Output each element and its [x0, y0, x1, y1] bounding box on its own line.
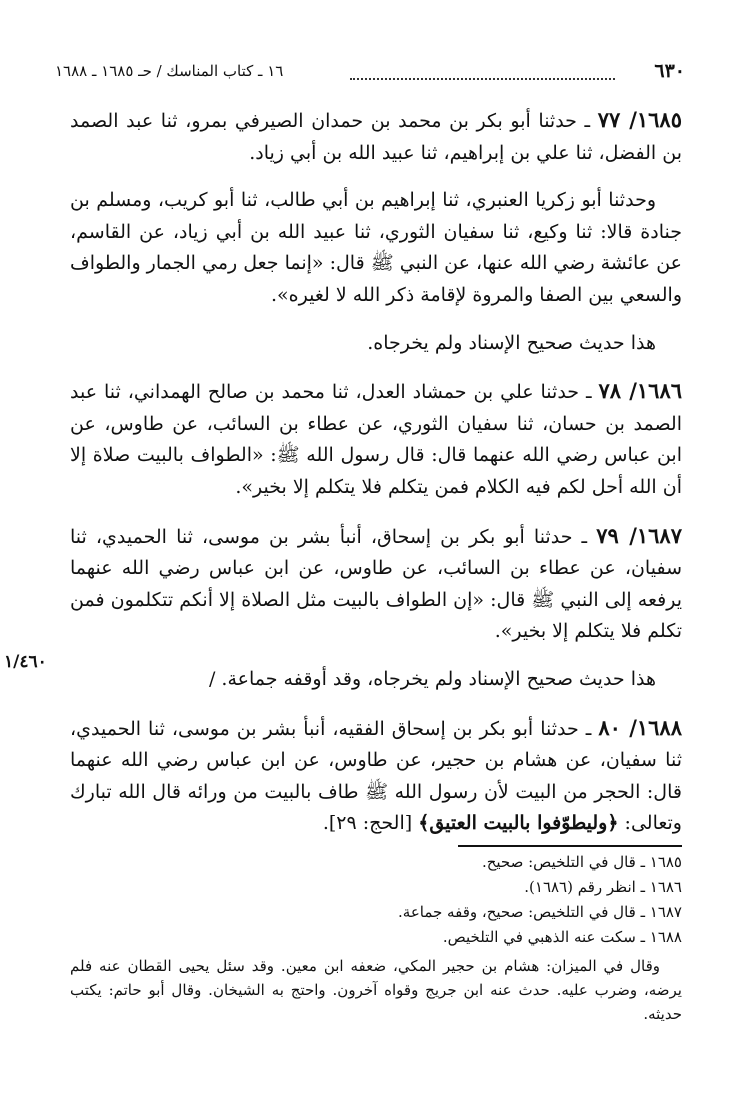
hadith-text: ـ حدثنا أبو بكر بن إسحاق الفقيه، أنبأ بشر بن موسى، ثنا الحميدي، ثنا سفيان، عن هشام بن حجير، عن طاوس، عن ابن عباس رضي الله عنهما قال: الحجر من البيت لأن رسول الله ﷺ طاف بالبيت من ورائه قال الله تبارك وتعالى:: [70, 717, 682, 835]
hadith-1685: [70, 104, 682, 169]
hadith-1688: [70, 712, 682, 840]
footnotes: [70, 850, 682, 1026]
hadith-number: ١٦٨٦/ ٧٨: [598, 378, 683, 404]
page-number: ٦٣٠: [654, 60, 685, 82]
footnote-1688: ١٦٨٨ ـ سكت عنه الذهبي في التلخيص.: [442, 928, 682, 946]
hadith-number: ١٦٨٥/ ٧٧: [597, 107, 682, 132]
main-text: [70, 104, 682, 856]
verdict-1687: هذا حديث صحيح الإسناد ولم يخرجاه، وقد أوقفه جماعة. /: [208, 667, 656, 690]
footnote-1686: ١٦٨٦ ـ انظر رقم (١٦٨٦).: [524, 878, 682, 896]
margin-volume-page-note: ١/٤٦٠: [4, 652, 47, 672]
quran-verse: ﴿وليطوّفوا بالبيت العتيق﴾: [418, 812, 619, 835]
dotted-leader: [350, 78, 615, 80]
hadith-text: ـ حدثنا أبو بكر بن إسحاق، أنبأ بشر بن موسى، ثنا الحميدي، ثنا سفيان، عن عطاء بن السائب، عن طاوس، عن ابن عباس رضي الله عنهما يرفعه إلى النبي ﷺ قال: «إن الطواف بالبيت مثل الصلاة إلا أنكم تتكلمون فمن تكلم فلا يتكلم إلا بخير».: [70, 525, 682, 643]
running-title: ١٦ ـ كتاب المناسك / حـ ١٦٨٥ ـ ١٦٨٨: [55, 62, 284, 80]
quran-reference: [الحج: ٢٩].: [322, 812, 419, 835]
footnote-mizan-note: وقال في الميزان: هشام بن حجير المكي، ضعفه ابن معين. وقد سئل يحيى القطان عنه فلم يرضه، وضرب عليه. حدث عنه ابن جريج وقواه آخرون. واحتج به الشيخان. وقال أبو حاتم: يكتب حديثه.: [70, 957, 682, 1023]
page-header: [55, 60, 685, 86]
hadith-number: ١٦٨٨/ ٨٠: [598, 714, 682, 740]
hadith-number: ١٦٨٧/ ٧٩: [596, 522, 682, 548]
hadith-text: ـ حدثنا علي بن حمشاد العدل، ثنا محمد بن صالح الهمداني، ثنا عبد الصمد بن حسان، ثنا سفيان الثوري، عن عطاء بن السائب، عن طاوس، عن ابن عباس رضي الله عنهما قال: قال رسول الله ﷺ: «الطواف بالبيت صلاة إلا أن الله أحل لكم فيه الكلام فمن يتكلم فلا يتكلم إلا بخير».: [70, 381, 682, 498]
footnote-1687: ١٦٨٧ ـ قال في التلخيص: صحيح، وقفه جماعة.: [398, 903, 682, 921]
footnote-separator: [458, 845, 682, 847]
hadith-1686: [70, 375, 682, 503]
hadith-1687: [70, 520, 682, 648]
verdict-1685: هذا حديث صحيح الإسناد ولم يخرجاه.: [367, 331, 656, 354]
hadith-text: ـ حدثنا أبو بكر بن محمد بن حمدان الصيرفي بمرو، ثنا عبد الصمد بن الفضل، ثنا علي بن إبراهيم، ثنا عبيد الله بن أبي زياد.: [70, 110, 682, 164]
footnote-1685: ١٦٨٥ ـ قال في التلخيص: صحيح.: [481, 853, 682, 871]
hadith-1685-second-chain: وحدثنا أبو زكريا العنبري، ثنا إبراهيم بن أبي طالب، ثنا أبو كريب، ومسلم بن جنادة قالا: ثنا وكيع، ثنا سفيان الثوري، ثنا عبيد الله بن أبي زياد، عن القاسم، عن عائشة رضي الله عنها، عن النبي ﷺ قال: «إنما جعل رمي الجمار والطواف والسعي بين الصفا والمروة لإقامة ذكر الله لا لغيره».: [70, 189, 682, 306]
